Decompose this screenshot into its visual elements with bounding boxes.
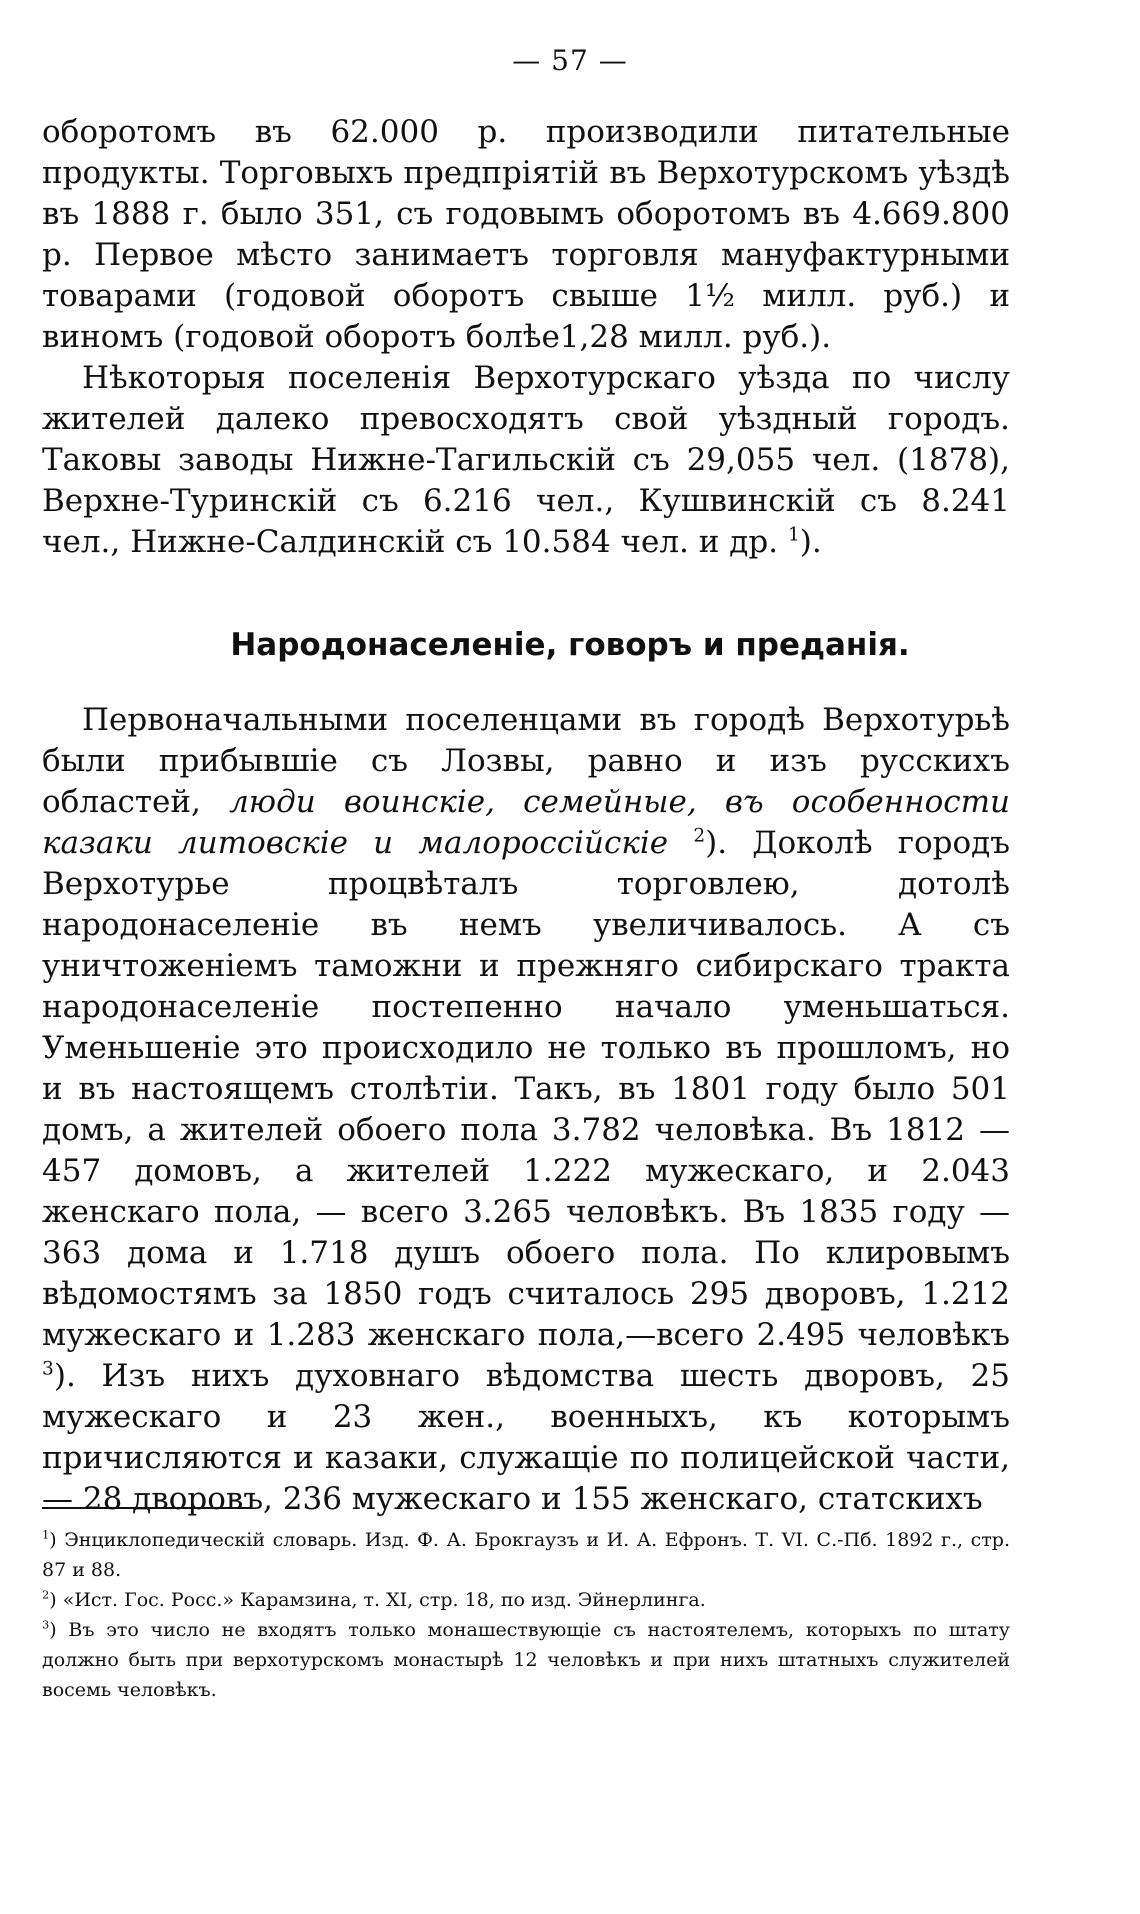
page-number: — 57 —	[512, 44, 628, 77]
footnote-divider	[42, 1507, 250, 1509]
population-italic-phrase: люди воинскіе, семейные, въ особенности казаки литовскіе и малороссійскіе	[42, 784, 1010, 861]
paragraph-settlements	[42, 358, 1010, 563]
footnotes	[42, 1525, 1010, 1705]
paragraph-settlements-end: ).	[799, 524, 822, 560]
footnote-ref-3: 3	[42, 1358, 54, 1380]
footnote-mark-1: 1	[42, 1527, 50, 1542]
footnote-mark-3: 3	[42, 1617, 50, 1632]
population-text-c: ). Изъ нихъ духовнаго вѣдомства шесть дворовъ, 25 мужескаго и 23 жен., военныхъ, къ которымъ причисляются и казаки, служащіе по полицейской части,— 28 дворовъ, 236 мужескаго и 155 женскаго, статскихъ	[42, 1358, 1010, 1517]
footnote-mark-2: 2	[42, 1587, 50, 1602]
paragraph-settlements-text: Нѣкоторыя поселенія Верхотурскаго уѣзда по числу жителей далеко превосходятъ свой уѣздный городъ. Таковы заводы Нижне-Тагильскій съ 29,055 чел. (1878), Верхне-Туринскій съ 6.216 чел., Кушвинскій съ 8.241 чел., Нижне-Салдинскій съ 10.584 чел. и др.	[42, 360, 1010, 560]
footnote-text-1: ) Энциклопедическій словарь. Изд. Ф. А. Брокгаузъ и И. А. Ефронъ. Т. VI. С.-Пб. 1892 г., стр. 87 и 88.	[42, 1529, 1010, 1581]
footnote-1	[42, 1525, 1010, 1585]
upper-text-block	[42, 112, 1010, 563]
footnote-text-3: ) Въ это число не входятъ только монашествующіе съ настоятелемъ, которыхъ по штату должно быть при верхотурскомъ монастырѣ 12 человѣкъ и при нихъ штатныхъ служителей восемь человѣкъ.	[42, 1619, 1010, 1701]
population-text-b: ). Доколѣ городъ Верхотурье процвѣталъ торговлею, дотолѣ народонаселеніе въ немъ увеличивалось. А съ уничтоженіемъ таможни и прежняго сибирскаго тракта народонаселеніе постепенно начало уменьшаться. Уменьшеніе это происходило не только въ прошломъ, но и въ настоящемъ столѣтіи. Такъ, въ 1801 году было 501 домъ, а жителей обоего пола 3.782 человѣка. Въ 1812 — 457 домовъ, а жителей 1.222 мужескаго, и 2.043 женскаго пола, — всего 3.265 человѣкъ. Въ 1835 году — 363 дома и 1.718 душъ обоего пола. По клировымъ вѣдомостямъ за 1850 годъ считалось 295 дворовъ, 1.212 мужескаго и 1.283 женскаго пола,—всего 2.495 человѣкъ	[42, 825, 1010, 1353]
footnote-ref-2: 2	[693, 825, 706, 847]
footnote-ref-1: 1	[787, 524, 800, 546]
lower-text-block	[42, 700, 1010, 1520]
paragraph-trade: оборотомъ въ 62.000 р. производили питательные продукты. Торговыхъ предпріятій въ Верхотурскомъ уѣздѣ въ 1888 г. было 351, съ годовымъ оборотомъ въ 4.669.800 р. Первое мѣсто занимаетъ торговля мануфактурными товарами (годовой оборотъ свыше 1½ милл. руб.) и виномъ (годовой оборотъ болѣе1,28 милл. руб.).	[42, 114, 1010, 355]
population-text-a: Первоначальными поселенцами въ городѣ Верхотурьѣ были прибывшіе съ Лозвы, равно и изъ русскихъ областей,	[42, 702, 1010, 820]
section-heading: Народонаселеніе, говоръ и преданія.	[230, 627, 910, 663]
footnote-2	[42, 1585, 1010, 1615]
footnote-3	[42, 1615, 1010, 1705]
footnote-text-2: ) «Ист. Гос. Росс.» Карамзина, т. XI, стр. 18, по изд. Эйнерлинга.	[49, 1589, 706, 1611]
paragraph-population	[42, 700, 1010, 1520]
